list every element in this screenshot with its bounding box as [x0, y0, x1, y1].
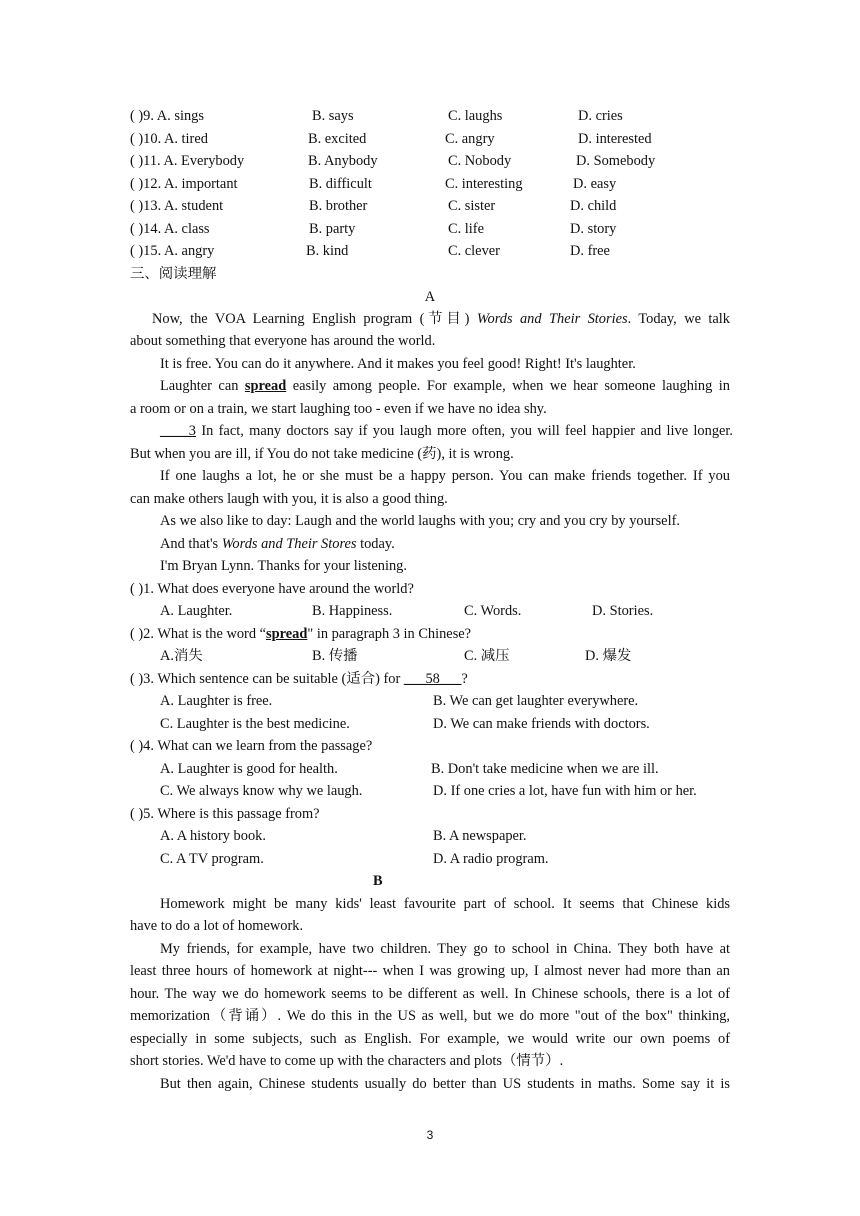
- question-stem: ( )9. A. sings: [130, 108, 204, 124]
- option-b: B. excited: [308, 131, 367, 147]
- option-b: B. Anybody: [308, 153, 378, 169]
- option-a: A. Laughter.: [160, 603, 233, 619]
- option-d: D. Stories.: [592, 603, 654, 619]
- paragraph-line: As we also like to day: Laugh and the world laughs with you; cry and you cry by yourself.: [160, 513, 680, 529]
- option-c: C. A TV program.: [160, 851, 264, 867]
- paragraph-line: If one laughs a lot, he or she must be a happy person. You can make friends together. If you: [160, 468, 730, 484]
- option-c: C. interesting: [445, 176, 523, 192]
- option-c: C. Nobody: [448, 153, 512, 169]
- option-d: D. We can make friends with doctors.: [433, 716, 650, 732]
- option-d: D. easy: [573, 176, 617, 192]
- option-d: D. cries: [578, 108, 623, 124]
- option-b: B. kind: [306, 243, 349, 259]
- blank-marker: ___58___: [403, 671, 462, 687]
- question-stem: ( )1. What does everyone have around the world?: [130, 581, 414, 597]
- option-c: C. laughs: [448, 108, 503, 124]
- option-c: C. angry: [445, 131, 495, 147]
- option-c: C. 减压: [464, 648, 510, 664]
- question-stem: ( )5. Where is this passage from?: [130, 806, 320, 822]
- option-b: B. Happiness.: [312, 603, 393, 619]
- highlighted-word: spread: [266, 626, 308, 642]
- option-c: C. Words.: [464, 603, 522, 619]
- option-c: C. clever: [448, 243, 500, 259]
- option-c: C. Laughter is the best medicine.: [160, 716, 350, 732]
- option-d: D. Somebody: [576, 153, 656, 169]
- blank-marker: ____3: [160, 423, 196, 439]
- paragraph-line: short stories. We'd have to come up with the characters and plots（情节）.: [130, 1053, 564, 1069]
- option-b: B. A newspaper.: [433, 828, 527, 844]
- paragraph-line: Homework might be many kids' least favourite part of school. It seems that Chinese kids: [160, 896, 730, 912]
- option-d: D. child: [570, 198, 617, 214]
- question-stem: ( )15. A. angry: [130, 243, 215, 259]
- question-stem: ( )3. Which sentence can be suitable (适合) for ___58___?: [130, 671, 468, 687]
- question-stem: ( )4. What can we learn from the passage?: [130, 738, 373, 754]
- option-d: D. A radio program.: [433, 851, 549, 867]
- passage-heading: A: [424, 289, 436, 305]
- question-stem: ( )2. What is the word “spread" in paragraph 3 in Chinese?: [130, 626, 472, 642]
- option-c: C. We always know why we laugh.: [160, 783, 363, 799]
- paragraph-line: Now, the VOA Learning English program (节目) Words and Their Stories. Today, we talk: [152, 311, 730, 327]
- paragraph-line: about something that everyone has around the world.: [130, 333, 436, 349]
- option-a: A.消失: [160, 648, 203, 664]
- paragraph-line: memorization（背诵）. We do this in the US as well, but we do more "out of the box" thinking,: [130, 1008, 730, 1024]
- paragraph-line: hour. The way we do homework seems to be different as well. In Chinese schools, there is a lot of: [130, 986, 730, 1002]
- option-d: D. If one cries a lot, have fun with him or her.: [433, 783, 697, 799]
- option-b: B. party: [309, 221, 356, 237]
- paragraph-line: But then again, Chinese students usually do better than US students in maths. Some say it is: [160, 1076, 730, 1092]
- paragraph-line: especially in some subjects, such as English. For example, we would write our own poems of: [130, 1031, 730, 1047]
- option-b: B. brother: [309, 198, 368, 214]
- paragraph-line: have to do a lot of homework.: [130, 918, 304, 934]
- option-b: B. difficult: [309, 176, 372, 192]
- question-stem: ( )14. A. class: [130, 221, 210, 237]
- option-c: C. life: [448, 221, 484, 237]
- page-number: 3: [426, 1128, 434, 1142]
- question-stem: ( )13. A. student: [130, 198, 224, 214]
- paragraph-line: And that's Words and Their Stores today.: [160, 536, 395, 552]
- paragraph-line: a room or on a train, we start laughing too - even if we have no idea shy.: [130, 401, 547, 417]
- option-a: A. A history book.: [160, 828, 266, 844]
- paragraph-line: Laughter can spread easily among people. For example, when we hear someone laughing in: [160, 378, 730, 394]
- question-stem: ( )11. A. Everybody: [130, 153, 245, 169]
- option-c: C. sister: [448, 198, 496, 214]
- section-title: 三、阅读理解: [130, 266, 217, 282]
- paragraph-line: can make others laugh with you, it is also a good thing.: [130, 491, 448, 507]
- option-a: A. Laughter is free.: [160, 693, 273, 709]
- paragraph-line: least three hours of homework at night--- when I was growing up, I almost never had more than an: [130, 963, 730, 979]
- option-b: B. We can get laughter everywhere.: [433, 693, 639, 709]
- highlighted-word: spread: [244, 378, 287, 394]
- option-d: D. story: [570, 221, 617, 237]
- option-a: A. Laughter is good for health.: [160, 761, 338, 777]
- question-stem: ( )10. A. tired: [130, 131, 208, 147]
- option-d: D. free: [570, 243, 610, 259]
- paragraph-line: It is free. You can do it anywhere. And it makes you feel good! Right! It's laughter.: [160, 356, 636, 372]
- option-b: B. 传播: [312, 648, 358, 664]
- option-b: B. Don't take medicine when we are ill.: [431, 761, 659, 777]
- paragraph-line: ____3 In fact, many doctors say if you laugh more often, you will feel happier and live longer.: [160, 423, 733, 439]
- passage-heading: B: [373, 873, 383, 889]
- option-b: B. says: [312, 108, 354, 124]
- paragraph-line: But when you are ill, if You do not take medicine (药), it is wrong.: [130, 446, 514, 462]
- option-d: D. interested: [578, 131, 652, 147]
- question-stem: ( )12. A. important: [130, 176, 238, 192]
- paragraph-line: My friends, for example, have two children. They go to school in China. They both have at: [160, 941, 730, 957]
- paragraph-line: I'm Bryan Lynn. Thanks for your listening.: [160, 558, 407, 574]
- option-d: D. 爆发: [585, 648, 632, 664]
